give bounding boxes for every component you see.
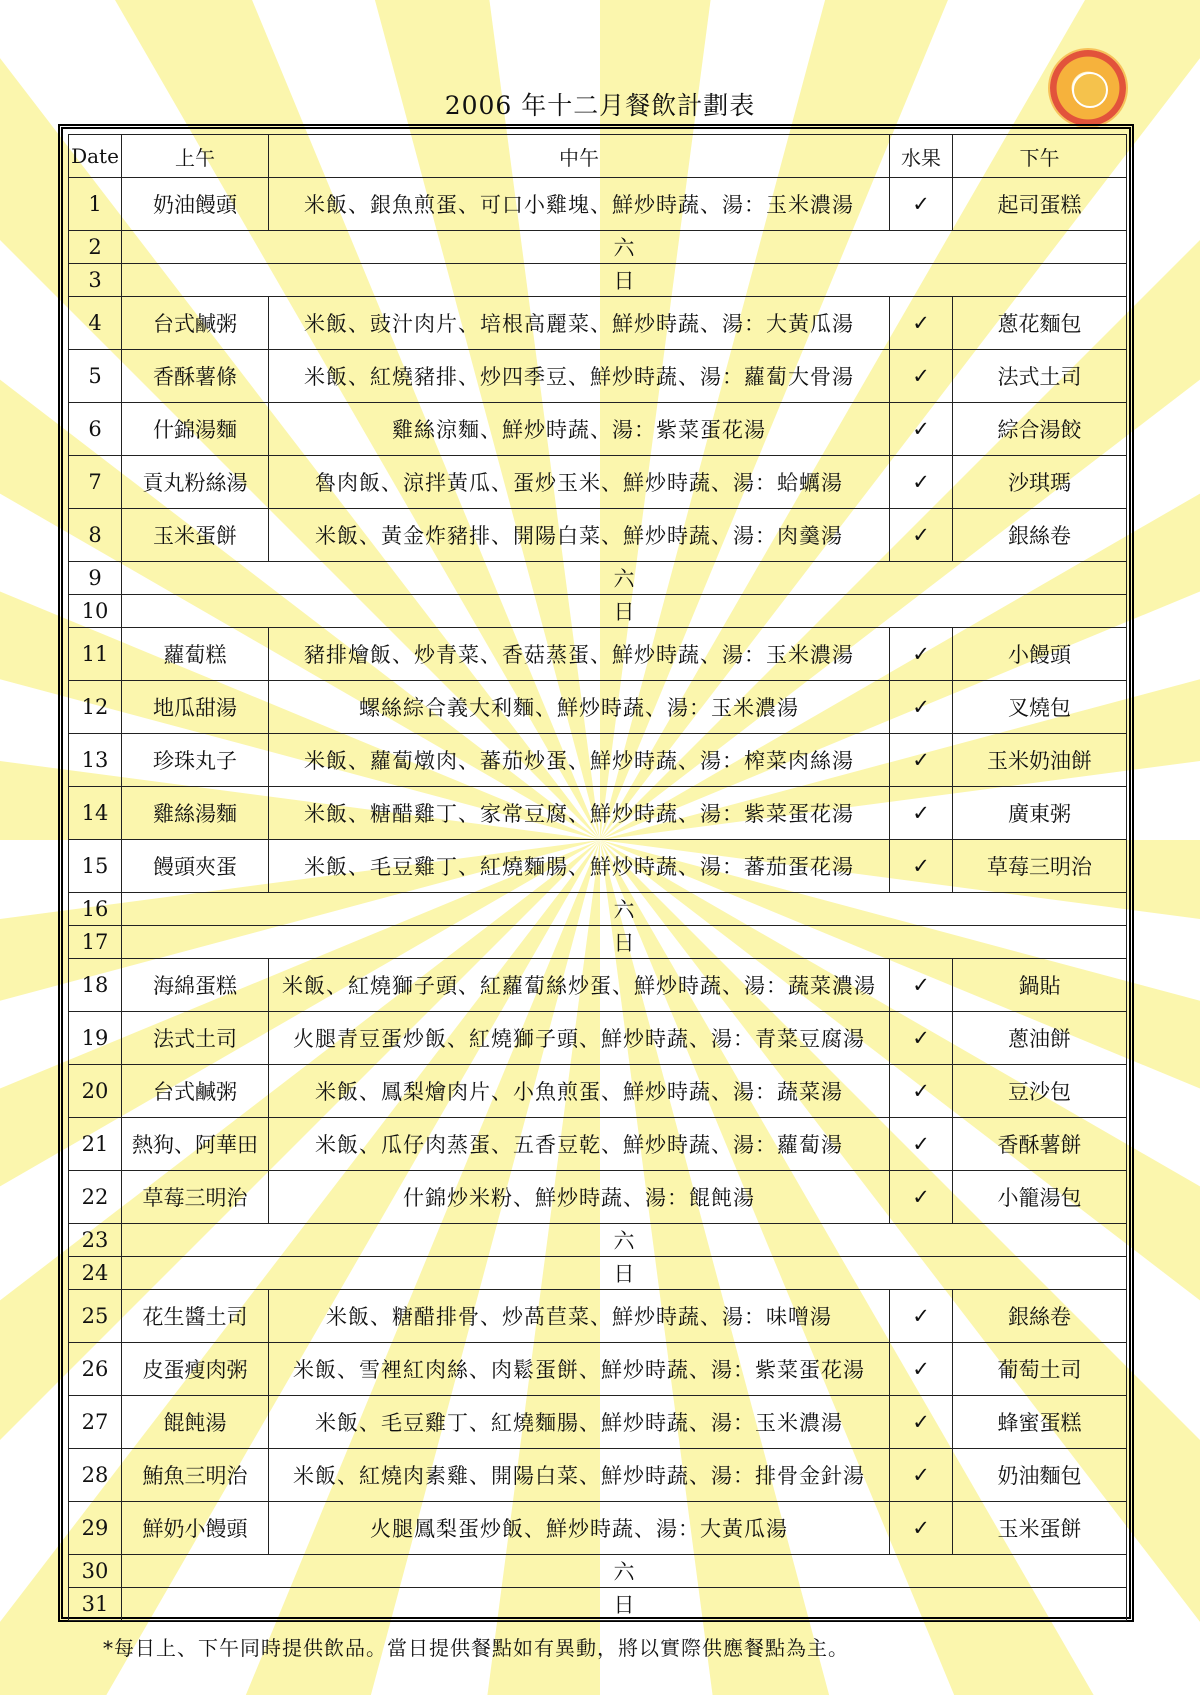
morning-snack-cell: 香酥薯條 [122,350,269,403]
table-row [69,1396,1127,1449]
table-row [69,350,1127,403]
date-cell: 14 [69,787,122,840]
header-lunch: 中午 [269,135,890,178]
morning-snack-cell: 鮪魚三明治 [122,1449,269,1502]
header-fruit: 水果 [890,135,953,178]
morning-snack-cell: 貢丸粉絲湯 [122,456,269,509]
header-morning: 上午 [122,135,269,178]
lunch-cell: 螺絲綜合義大利麵、鮮炒時蔬、湯：玉米濃湯 [269,681,890,734]
fruit-check-cell: ✓ [890,1065,953,1118]
fruit-check-cell: ✓ [890,350,953,403]
table-row [69,787,1127,840]
fruit-check-cell: ✓ [890,456,953,509]
afternoon-snack-cell: 香酥薯餅 [953,1118,1127,1171]
morning-snack-cell: 地瓜甜湯 [122,681,269,734]
date-cell: 17 [69,926,122,959]
table-row [69,926,1127,959]
afternoon-snack-cell: 葡萄土司 [953,1343,1127,1396]
date-cell: 12 [69,681,122,734]
afternoon-snack-cell: 玉米蛋餅 [953,1502,1127,1555]
header-afternoon: 下午 [953,135,1127,178]
lunch-cell: 火腿鳳梨蛋炒飯、鮮炒時蔬、湯：大黃瓜湯 [269,1502,890,1555]
lunch-cell: 米飯、蘿蔔燉肉、蕃茄炒蛋、鮮炒時蔬、湯：榨菜肉絲湯 [269,734,890,787]
table-row [69,1555,1127,1588]
afternoon-snack-cell: 豆沙包 [953,1065,1127,1118]
table-row [69,403,1127,456]
lunch-cell: 米飯、銀魚煎蛋、可口小雞塊、鮮炒時蔬、湯：玉米濃湯 [269,178,890,231]
date-cell: 7 [69,456,122,509]
morning-snack-cell: 什錦湯麵 [122,403,269,456]
table-row [69,1171,1127,1224]
weekend-cell: 六 [122,1555,1127,1588]
fruit-check-cell: ✓ [890,1343,953,1396]
weekend-cell: 六 [122,231,1127,264]
lunch-cell: 米飯、紅燒肉素雞、開陽白菜、鮮炒時蔬、湯：排骨金針湯 [269,1449,890,1502]
fruit-check-cell: ✓ [890,628,953,681]
header-date: Date [69,135,122,178]
afternoon-snack-cell: 玉米奶油餅 [953,734,1127,787]
lunch-cell: 米飯、雪裡紅肉絲、肉鬆蛋餅、鮮炒時蔬、湯：紫菜蛋花湯 [269,1343,890,1396]
table-row [69,456,1127,509]
lunch-cell: 火腿青豆蛋炒飯、紅燒獅子頭、鮮炒時蔬、湯：青菜豆腐湯 [269,1012,890,1065]
weekend-cell: 日 [122,595,1127,628]
table-row [69,1290,1127,1343]
fruit-check-cell: ✓ [890,1396,953,1449]
afternoon-snack-cell: 蜂蜜蛋糕 [953,1396,1127,1449]
afternoon-snack-cell: 叉燒包 [953,681,1127,734]
date-cell: 21 [69,1118,122,1171]
fruit-check-cell: ✓ [890,1171,953,1224]
weekend-cell: 日 [122,1257,1127,1290]
date-cell: 20 [69,1065,122,1118]
table-row [69,959,1127,1012]
afternoon-snack-cell: 起司蛋糕 [953,178,1127,231]
date-cell: 22 [69,1171,122,1224]
fruit-check-cell: ✓ [890,787,953,840]
date-cell: 8 [69,509,122,562]
date-cell: 15 [69,840,122,893]
lunch-cell: 米飯、毛豆雞丁、紅燒麵腸、鮮炒時蔬、湯：蕃茄蛋花湯 [269,840,890,893]
fruit-check-cell: ✓ [890,403,953,456]
afternoon-snack-cell: 沙琪瑪 [953,456,1127,509]
lunch-cell: 雞絲涼麵、鮮炒時蔬、湯：紫菜蛋花湯 [269,403,890,456]
fruit-check-cell: ✓ [890,840,953,893]
morning-snack-cell: 台式鹹粥 [122,1065,269,1118]
lunch-cell: 米飯、鳳梨燴肉片、小魚煎蛋、鮮炒時蔬、湯：蔬菜湯 [269,1065,890,1118]
fruit-check-cell: ✓ [890,1290,953,1343]
table-row [69,1012,1127,1065]
date-cell: 31 [69,1588,122,1621]
date-cell: 4 [69,297,122,350]
morning-snack-cell: 餛飩湯 [122,1396,269,1449]
date-cell: 23 [69,1224,122,1257]
afternoon-snack-cell: 蔥花麵包 [953,297,1127,350]
date-cell: 9 [69,562,122,595]
weekend-cell: 日 [122,1588,1127,1621]
afternoon-snack-cell: 小籠湯包 [953,1171,1127,1224]
table-row [69,1449,1127,1502]
weekend-cell: 日 [122,926,1127,959]
weekend-cell: 日 [122,264,1127,297]
morning-snack-cell: 草莓三明治 [122,1171,269,1224]
afternoon-snack-cell: 綜合湯餃 [953,403,1127,456]
date-cell: 18 [69,959,122,1012]
lunch-cell: 米飯、糖醋排骨、炒萵苣菜、鮮炒時蔬、湯：味噌湯 [269,1290,890,1343]
table-row [69,734,1127,787]
afternoon-snack-cell: 草莓三明治 [953,840,1127,893]
fruit-check-cell: ✓ [890,734,953,787]
afternoon-snack-cell: 鍋貼 [953,959,1127,1012]
date-cell: 10 [69,595,122,628]
weekend-cell: 六 [122,893,1127,926]
morning-snack-cell: 台式鹹粥 [122,297,269,350]
date-cell: 13 [69,734,122,787]
morning-snack-cell: 珍珠丸子 [122,734,269,787]
morning-snack-cell: 花生醬土司 [122,1290,269,1343]
fruit-check-cell: ✓ [890,1012,953,1065]
fruit-check-cell: ✓ [890,178,953,231]
date-cell: 27 [69,1396,122,1449]
table-row [69,562,1127,595]
fruit-check-cell: ✓ [890,681,953,734]
table-row [69,840,1127,893]
lunch-cell: 米飯、瓜仔肉蒸蛋、五香豆乾、鮮炒時蔬、湯：蘿蔔湯 [269,1118,890,1171]
date-cell: 5 [69,350,122,403]
morning-snack-cell: 法式土司 [122,1012,269,1065]
table-row [69,1065,1127,1118]
table-row [69,509,1127,562]
morning-snack-cell: 雞絲湯麵 [122,787,269,840]
fruit-check-cell: ✓ [890,959,953,1012]
morning-snack-cell: 鮮奶小饅頭 [122,1502,269,1555]
date-cell: 2 [69,231,122,264]
page-title: 2006 年十二月餐飲計劃表 [444,91,756,120]
date-cell: 24 [69,1257,122,1290]
lunch-cell: 魯肉飯、涼拌黃瓜、蛋炒玉米、鮮炒時蔬、湯：蛤蠣湯 [269,456,890,509]
afternoon-snack-cell: 小饅頭 [953,628,1127,681]
table-row [69,231,1127,264]
lunch-cell: 米飯、毛豆雞丁、紅燒麵腸、鮮炒時蔬、湯：玉米濃湯 [269,1396,890,1449]
table-row [69,1118,1127,1171]
fruit-check-cell: ✓ [890,509,953,562]
date-cell: 29 [69,1502,122,1555]
table-row [69,1502,1127,1555]
morning-snack-cell: 熱狗、阿華田 [122,1118,269,1171]
afternoon-snack-cell: 法式土司 [953,350,1127,403]
lunch-cell: 米飯、黃金炸豬排、開陽白菜、鮮炒時蔬、湯：肉羹湯 [269,509,890,562]
morning-snack-cell: 玉米蛋餅 [122,509,269,562]
footnote: *每日上、下午同時提供飲品。當日提供餐點如有異動，將以實際供應餐點為主。 [103,1636,849,1660]
date-cell: 25 [69,1290,122,1343]
fruit-check-cell: ✓ [890,297,953,350]
lunch-cell: 米飯、糖醋雞丁、家常豆腐、鮮炒時蔬、湯：紫菜蛋花湯 [269,787,890,840]
morning-snack-cell: 饅頭夾蛋 [122,840,269,893]
lunch-cell: 什錦炒米粉、鮮炒時蔬、湯：餛飩湯 [269,1171,890,1224]
menu-table [68,134,1127,1621]
table-row [69,893,1127,926]
table-row [69,264,1127,297]
fruit-check-cell: ✓ [890,1118,953,1171]
fruit-check-cell: ✓ [890,1449,953,1502]
table-row [69,1588,1127,1621]
afternoon-snack-cell: 廣東粥 [953,787,1127,840]
table-row [69,297,1127,350]
afternoon-snack-cell: 銀絲卷 [953,1290,1127,1343]
table-row [69,681,1127,734]
morning-snack-cell: 海綿蛋糕 [122,959,269,1012]
date-cell: 19 [69,1012,122,1065]
table-header-row [69,135,1127,178]
table-row [69,595,1127,628]
lunch-cell: 米飯、紅燒豬排、炒四季豆、鮮炒時蔬、湯：蘿蔔大骨湯 [269,350,890,403]
weekend-cell: 六 [122,1224,1127,1257]
afternoon-snack-cell: 蔥油餅 [953,1012,1127,1065]
weekend-cell: 六 [122,562,1127,595]
lunch-cell: 米飯、豉汁肉片、培根高麗菜、鮮炒時蔬、湯：大黃瓜湯 [269,297,890,350]
date-cell: 11 [69,628,122,681]
morning-snack-cell: 皮蛋瘦肉粥 [122,1343,269,1396]
afternoon-snack-cell: 銀絲卷 [953,509,1127,562]
menu-table-body [69,178,1127,1621]
table-row [69,1343,1127,1396]
lunch-cell: 豬排燴飯、炒青菜、香菇蒸蛋、鮮炒時蔬、湯：玉米濃湯 [269,628,890,681]
table-row [69,1224,1127,1257]
date-cell: 16 [69,893,122,926]
table-row [69,628,1127,681]
table-row [69,1257,1127,1290]
date-cell: 28 [69,1449,122,1502]
date-cell: 3 [69,264,122,297]
morning-snack-cell: 蘿蔔糕 [122,628,269,681]
table-row [69,178,1127,231]
afternoon-snack-cell: 奶油麵包 [953,1449,1127,1502]
date-cell: 30 [69,1555,122,1588]
menu-table-frame [58,124,1134,1622]
date-cell: 6 [69,403,122,456]
date-cell: 1 [69,178,122,231]
lunch-cell: 米飯、紅燒獅子頭、紅蘿蔔絲炒蛋、鮮炒時蔬、湯：蔬菜濃湯 [269,959,890,1012]
morning-snack-cell: 奶油饅頭 [122,178,269,231]
fruit-check-cell: ✓ [890,1502,953,1555]
date-cell: 26 [69,1343,122,1396]
